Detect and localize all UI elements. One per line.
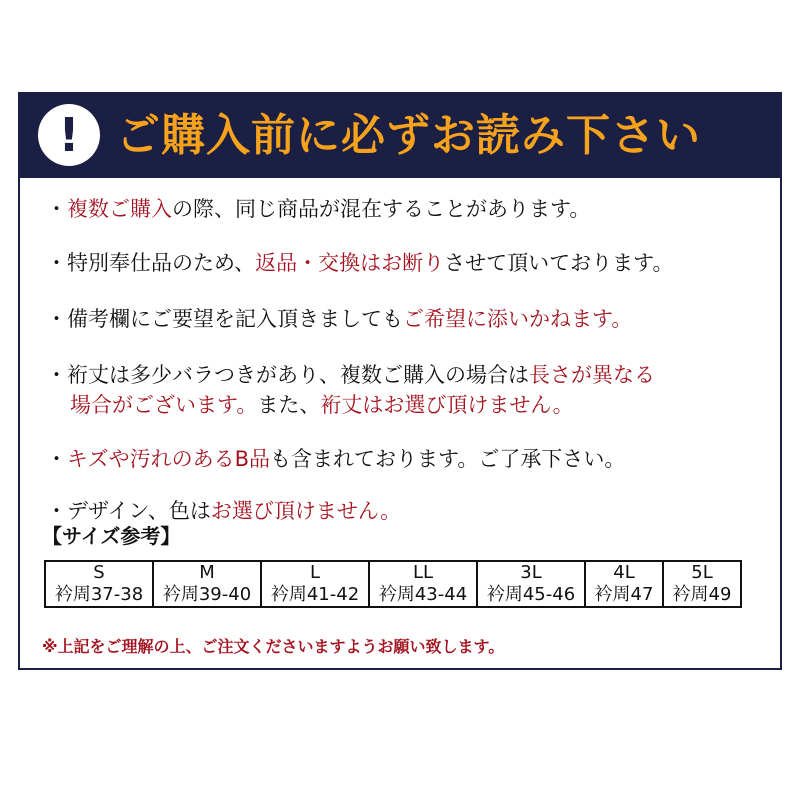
neck-measure: 衿周43-44 — [378, 584, 468, 605]
size-cell — [261, 561, 369, 607]
note-item — [46, 362, 655, 389]
note-highlight: 裄丈はお選び頂けません。 — [320, 393, 574, 417]
note-bullet: ・ — [46, 197, 67, 221]
banner-title: ご購入前に必ずお読み下さい — [116, 110, 701, 161]
size-cell — [153, 561, 261, 607]
neck-measure: 衿周45-46 — [486, 584, 576, 605]
neck-measure: 衿周37-38 — [54, 584, 144, 605]
size-reference-heading: 【サイズ参考】 — [42, 524, 181, 548]
notice-card — [18, 92, 782, 670]
size-cell — [585, 561, 663, 607]
note-bullet: ・ — [46, 447, 67, 471]
table-row — [45, 561, 741, 607]
footer-note: ※上記をご理解の上、ご注文くださいますようお願い致します。 — [42, 637, 505, 656]
exclamation-icon: ! — [38, 104, 100, 166]
neck-measure: 衿周41-42 — [270, 584, 360, 605]
note-bullet: ・ — [46, 499, 67, 523]
neck-measure: 衿周49 — [672, 584, 732, 605]
size-label: 4L — [613, 562, 635, 583]
note-text: させて頂いております。 — [444, 251, 674, 275]
note-text: デザイン、色は — [67, 499, 211, 523]
notice-banner — [20, 94, 780, 178]
size-label: LL — [412, 562, 434, 583]
size-cell — [663, 561, 741, 607]
note-item — [46, 196, 590, 223]
size-label: 5L — [691, 562, 713, 583]
note-highlight: お選び頂けません。 — [210, 499, 402, 523]
note-text: 特別奉仕品のため、 — [67, 251, 256, 275]
note-item — [46, 446, 625, 473]
size-label: 3L — [520, 562, 542, 583]
note-highlight: 長さが異なる — [529, 363, 655, 387]
note-item — [46, 250, 674, 277]
note-item-continued — [70, 392, 574, 419]
note-text: の際、同じ商品が混在することがあります。 — [172, 197, 591, 221]
neck-measure: 衿周47 — [594, 584, 654, 605]
neck-measure: 衿周39-40 — [162, 584, 252, 605]
note-bullet: ・ — [46, 251, 67, 275]
note-highlight: 場合がございます。 — [70, 393, 258, 417]
note-text: も含まれております。ご了承下さい。 — [270, 447, 626, 471]
note-item — [46, 306, 632, 333]
note-bullet: ・ — [46, 307, 67, 331]
note-highlight: ご希望に添いかねます。 — [403, 307, 633, 331]
size-cell — [369, 561, 477, 607]
note-bullet: ・ — [46, 363, 67, 387]
size-table — [44, 560, 742, 608]
note-highlight: 複数ご購入 — [67, 197, 172, 221]
note-text: 備考欄にご要望を記入頂きましても — [67, 307, 403, 331]
size-cell — [45, 561, 153, 607]
note-text: 裄丈は多少バラつきがあり、複数ご購入の場合は — [67, 363, 529, 387]
note-highlight: キズや汚れのあるB品 — [67, 447, 270, 471]
size-cell — [477, 561, 585, 607]
size-label: L — [309, 562, 321, 583]
note-highlight: 返品・交換はお断り — [255, 251, 445, 275]
note-text: また、 — [257, 393, 321, 417]
size-label: M — [199, 562, 215, 583]
size-label: S — [93, 562, 105, 583]
